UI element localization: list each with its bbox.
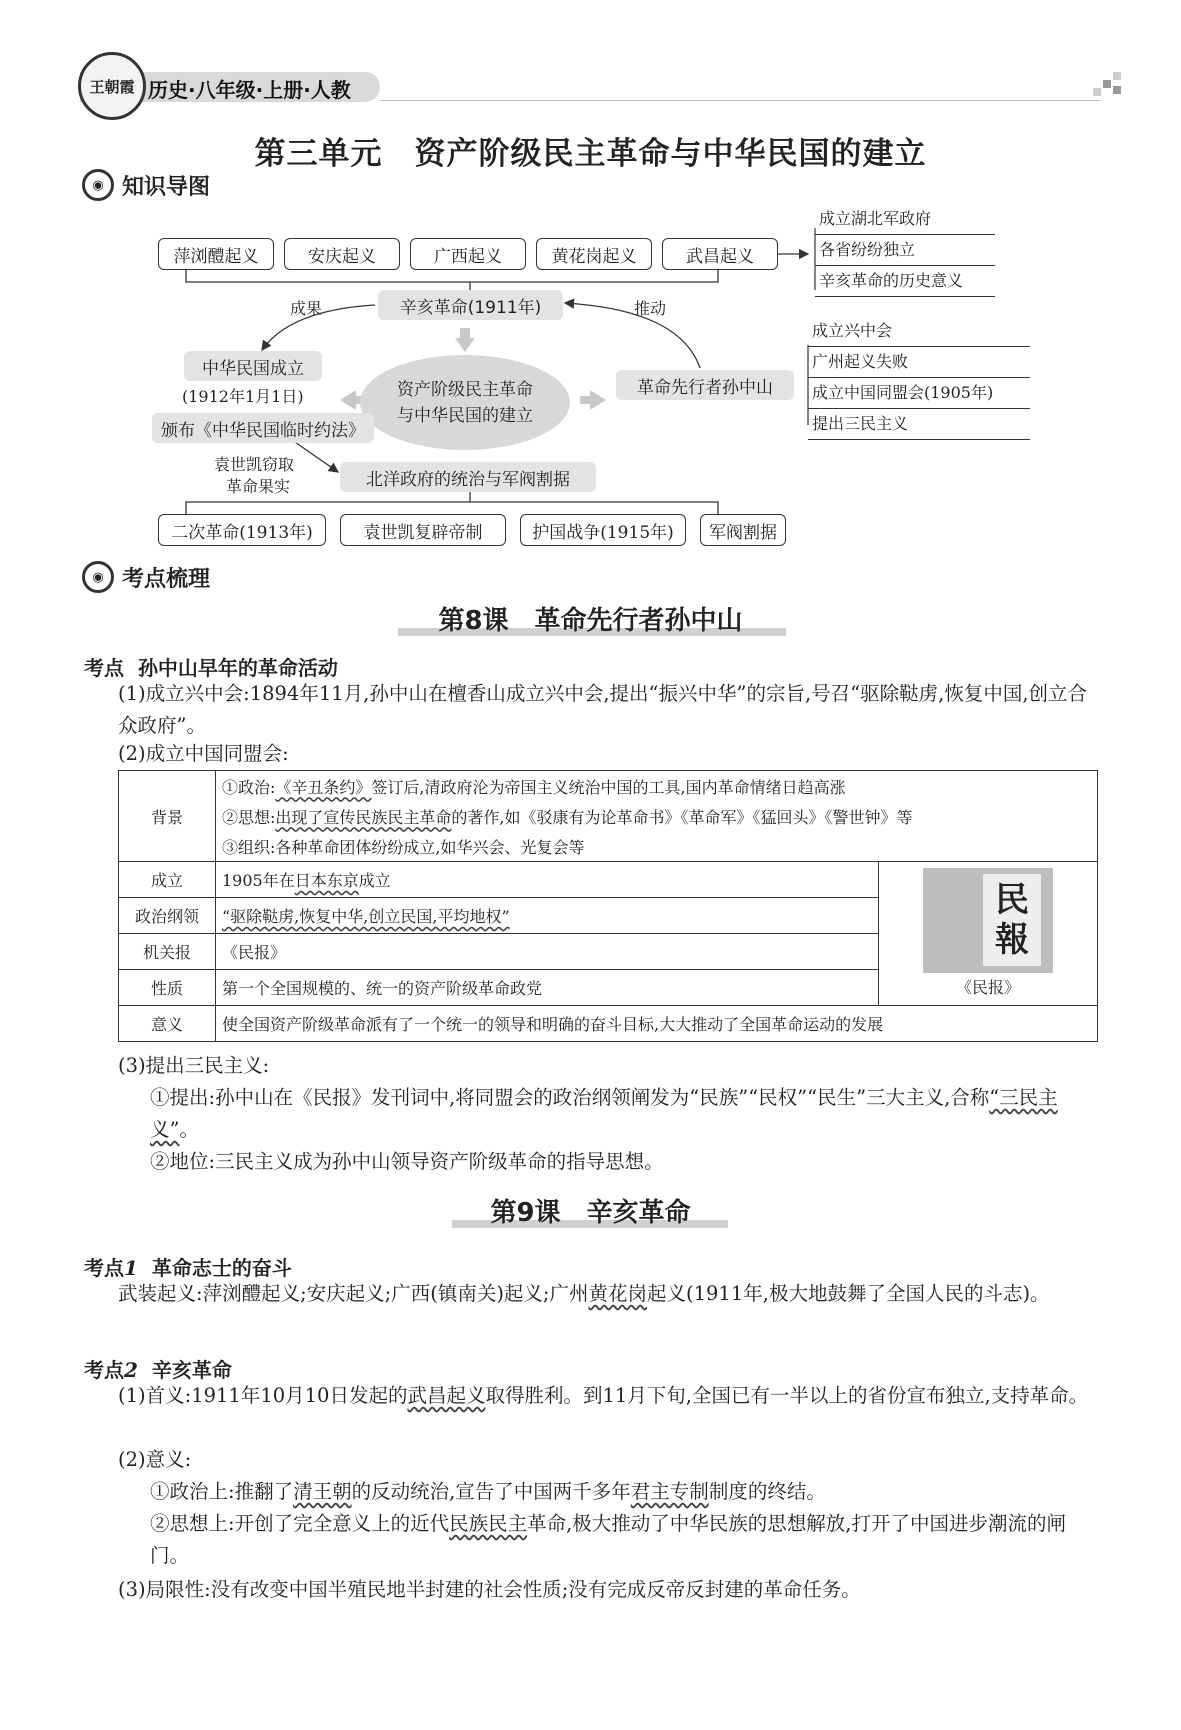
table-row-label: 背景 <box>119 771 216 862</box>
section-heading-mindmap: ◉ 知识导图 <box>82 168 210 202</box>
mindmap-box-guangxi: 广西起义 <box>410 238 526 270</box>
lesson9-p3: (3)局限性:没有改变中国半殖民地半封建的社会性质;没有完成反帝反封建的革命任务。 <box>118 1578 861 1601</box>
list-item: 成立兴中会 <box>808 316 1030 347</box>
mindmap-box-warlords: 军阀割据 <box>700 514 786 546</box>
logo-text: 王朝霞 <box>89 77 135 96</box>
roc-date: (1912年1月1日) <box>182 387 304 406</box>
table-row-label: 成立 <box>119 862 216 898</box>
lesson9-p2-2: ②思想上:开创了完全意义上的近代民族民主革命,极大推动了中华民族的思想解放,打开了中国进步潮流的闸门。 <box>150 1512 1066 1567</box>
mindmap-provisional: 颁布《中华民国临时约法》 <box>152 413 374 443</box>
lesson9-p2-1: ①政治上:推翻了清王朝的反动统治,宣告了中国两千多年君主专制制度的终结。 <box>150 1480 826 1503</box>
mindmap-sun: 革命先行者孙中山 <box>616 370 794 400</box>
lesson8-p3-1: ①提出:孙中山在《民报》发刊词中,将同盟会的政治纲领阐发为“民族”“民权”“民生”三大主义,合称“三民主义”。 <box>150 1086 1058 1141</box>
lesson8-p1: (1)成立兴中会:1894年11月,孙中山在檀香山成立兴中会,提出“振兴中华”的宗旨,号召“驱除鞑虏,恢复中国,创立合众政府”。 <box>118 682 1088 737</box>
table-row-label: 机关报 <box>119 934 216 970</box>
table-cell: ②思想:出现了宣传民族民主革命的著作,如《驳康有为论革命书》《革命军》《猛回头》《警世钟》等 <box>216 801 1098 831</box>
lesson9-keypoint-2: 考点2 辛亥革命 <box>84 1358 232 1382</box>
lesson9-kd1-text: 武装起义:萍浏醴起义;安庆起义;广西(镇南关)起义;广州黄花岗起义(1911年,极大地鼓舞了全国人民的斗志)。 <box>118 1282 1050 1305</box>
section-heading-points: ◉ 考点梳理 <box>82 560 210 594</box>
lesson8-p2: (2)成立中国同盟会: <box>118 742 289 765</box>
mindmap-beiyang: 北洋政府的统治与军阀割据 <box>340 462 596 492</box>
table-row-label: 政治纲领 <box>119 898 216 934</box>
mindmap-roc: 中华民国成立 <box>184 351 322 381</box>
lesson9-p2: (2)意义: <box>118 1448 192 1471</box>
table-row-label: 性质 <box>119 970 216 1006</box>
mindmap-box-national-protection: 护国战争(1915年) <box>520 514 686 546</box>
lesson8-title: 第8课 革命先行者孙中山 <box>0 600 1181 637</box>
tongmenghui-table <box>118 770 1098 1042</box>
lesson9-keypoint-1: 考点1 革命志士的奋斗 <box>84 1256 292 1280</box>
list-item: 成立中国同盟会(1905年) <box>808 378 1030 409</box>
table-cell: “驱除鞑虏,恢复中华,创立民国,平均地权” <box>216 898 879 934</box>
yuan-label-2: 革命果实 <box>226 477 291 496</box>
table-cell: ①政治:《辛丑条约》签订后,清政府沦为帝国主义统治中国的工具,国内革命情绪日趋高涨 <box>216 771 1098 802</box>
list-item: 提出三民主义 <box>808 409 1030 440</box>
target-icon: ◉ <box>82 561 114 593</box>
unit-title: 第三单元 资产阶级民主革命与中华民国的建立 <box>254 136 927 172</box>
mindmap-box-anqing: 安庆起义 <box>284 238 400 270</box>
mindmap-xinhai: 辛亥革命(1911年) <box>378 290 563 320</box>
table-cell: 第一个全国规模的、统一的资产阶级革命政党 <box>216 970 879 1006</box>
table-cell: 1905年在日本东京成立 <box>216 862 879 898</box>
target-icon: ◉ <box>82 169 114 201</box>
table-cell: 使全国资产阶级革命派有了一个统一的领导和明确的奋斗目标,大大推动了全国革命运动的发展 <box>216 1006 1098 1042</box>
table-row-label: 意义 <box>119 1006 216 1042</box>
label-result: 成果 <box>290 299 323 318</box>
label-push: 推动 <box>634 299 667 318</box>
breadcrumb: 历史·八年级·上册·人教 <box>148 78 351 102</box>
yuan-label-1: 袁世凯窃取 <box>214 455 295 474</box>
lesson8-keypoint: 考点 孙中山早年的革命活动 <box>84 656 338 680</box>
mindmap-center: 资产阶级民主革命 与中华民国的建立 <box>360 355 570 450</box>
minbao-image-cell <box>879 862 1098 1006</box>
mindmap-box-second-revolution: 二次革命(1913年) <box>158 514 326 546</box>
minbao-image: 民 報 <box>923 868 1053 973</box>
sun-items-list <box>808 316 1030 440</box>
lesson8-p3-2: ②地位:三民主义成为孙中山领导资产阶级革命的指导思想。 <box>150 1150 664 1173</box>
table-cell: ③组织:各种革命团体纷纷成立,如华兴会、光复会等 <box>216 831 1098 862</box>
mindmap-box-huanghuagang: 黄花岗起义 <box>536 238 652 270</box>
image-caption: 《民报》 <box>955 978 1020 997</box>
mindmap-box-restoration: 袁世凯复辟帝制 <box>340 514 506 546</box>
mindmap-box-wuchang: 武昌起义 <box>662 238 778 270</box>
mindmap-box-pingliuli: 萍浏醴起义 <box>158 238 274 270</box>
lesson9-title: 第9课 辛亥革命 <box>0 1192 1181 1229</box>
wuchang-results-list <box>815 204 995 297</box>
table-cell: 《民报》 <box>216 934 879 970</box>
lesson9-p1: (1)首义:1911年10月10日发起的武昌起义取得胜利。到11月下旬,全国已有一半以上的省份宣布独立,支持革命。 <box>118 1384 1089 1407</box>
list-item: 辛亥革命的历史意义 <box>815 266 995 297</box>
list-item: 成立湖北军政府 <box>815 204 995 235</box>
list-item: 广州起义失败 <box>808 347 1030 378</box>
list-item: 各省纷纷独立 <box>815 235 995 266</box>
lesson8-p3: (3)提出三民主义: <box>118 1054 270 1077</box>
